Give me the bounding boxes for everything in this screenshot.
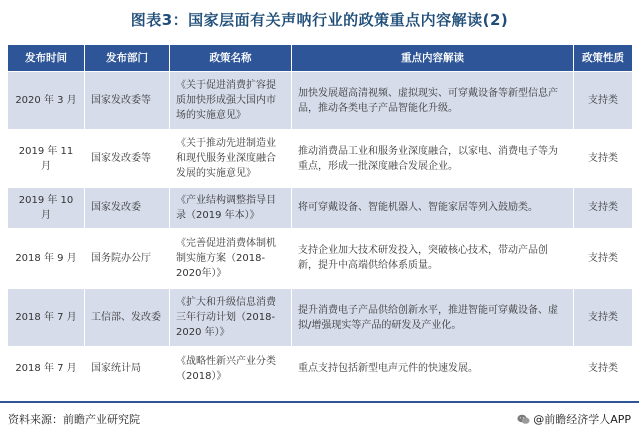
cell-date: 2018 年 9 月 [8,228,85,288]
policy-table [7,44,633,391]
cell-type: 支持类 [574,347,633,391]
column-header-dept: 发布部门 [85,45,170,72]
column-header-type: 政策性质 [574,45,633,72]
table-row [8,289,633,347]
column-header-content: 重点内容解读 [292,45,574,72]
table-row [8,130,633,188]
cell-dept: 国家发改委等 [85,130,170,188]
cell-dept: 国家统计局 [85,347,170,391]
cell-type: 支持类 [574,72,633,130]
cell-policy-name: 《关于促进消费扩容提质加快形成强大国内市场的实施意见》 [170,72,292,130]
cell-dept: 国务院办公厅 [85,228,170,288]
copyright [517,411,631,427]
column-header-name: 政策名称 [170,45,292,72]
table-row [8,347,633,391]
cell-policy-name: 《完善促进消费体制机制实施方案（2018-2020年）》 [170,228,292,288]
cell-date: 2018 年 7 月 [8,347,85,391]
cell-date: 2019 年 11 月 [8,130,85,188]
cell-dept: 国家发改委等 [85,72,170,130]
table-row [8,228,633,288]
cell-policy-name: 《产业结构调整指导目录（2019 年本）》 [170,188,292,229]
cell-date: 2018 年 7 月 [8,289,85,347]
cell-type: 支持类 [574,130,633,188]
copyright-label: @前瞻经济学人APP [533,413,631,426]
cell-policy-name: 《战略性新兴产业分类（2018）》 [170,347,292,391]
cell-date: 2020 年 3 月 [8,72,85,130]
cell-dept: 工信部、发改委 [85,289,170,347]
table-header-row [8,45,633,72]
cell-date: 2019 年 10 月 [8,188,85,229]
page-title: 图表3：国家层面有关声呐行业的政策重点内容解读(2) [130,11,509,29]
cell-type: 支持类 [574,188,633,229]
cell-content: 推动消费品工业和服务业深度融合，以家电、消费电子等为重点，形成一批深度融合发展企业。 [292,130,574,188]
cell-content: 重点支持包括新型电声元件的快速发展。 [292,347,574,391]
source-note: 资料来源：前瞻产业研究院 [8,413,140,426]
cell-content: 将可穿戴设备、智能机器人、智能家居等列入鼓励类。 [292,188,574,229]
cell-policy-name: 《扩大和升级信息消费三年行动计划（2018-2020 年）》 [170,289,292,347]
table-row [8,72,633,130]
wechat-icon [517,414,530,425]
table-row [8,188,633,229]
cell-policy-name: 《关于推动先进制造业和现代服务业深度融合发展的实施意见》 [170,130,292,188]
cell-content: 支持企业加大技术研发投入，突破核心技术，带动产品创新，提升中高端供给体系质量。 [292,228,574,288]
cell-content: 提升消费电子产品供给创新水平，推进智能可穿戴设备、虚拟/增强现实等产品的研发及产业化。 [292,289,574,347]
column-header-date: 发布时间 [8,45,85,72]
cell-content: 加快发展超高清视频、虚拟现实、可穿戴设备等新型信息产品，推动各类电子产品智能化升级。 [292,72,574,130]
footer [0,401,639,433]
cell-dept: 国家发改委 [85,188,170,229]
cell-type: 支持类 [574,289,633,347]
cell-type: 支持类 [574,228,633,288]
